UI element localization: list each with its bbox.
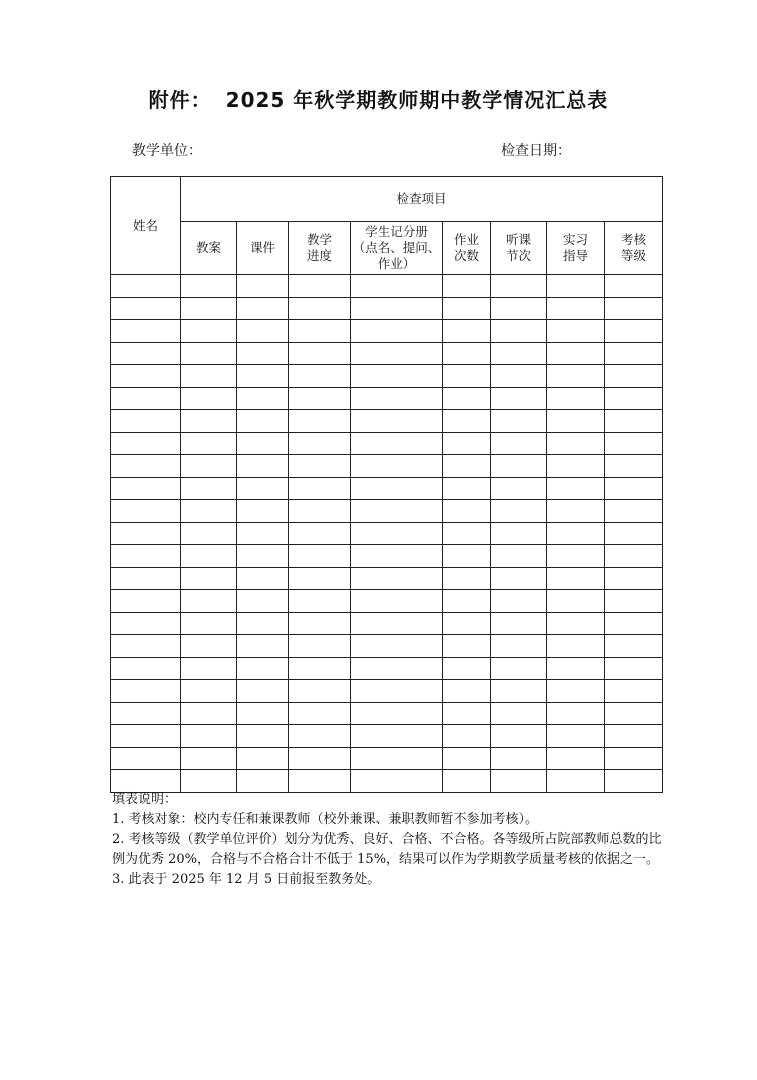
entry-cell[interactable]	[237, 455, 289, 478]
entry-cell[interactable]	[181, 770, 237, 793]
check-date-label: 检查日期：	[501, 143, 571, 159]
entry-cell[interactable]	[443, 500, 491, 523]
entry-cell[interactable]	[181, 342, 237, 365]
entry-cell[interactable]	[289, 680, 351, 703]
entry-cell[interactable]	[443, 702, 491, 725]
table-row	[111, 702, 663, 725]
entry-cell[interactable]	[491, 657, 547, 680]
name-cell[interactable]	[111, 275, 181, 298]
name-cell[interactable]	[111, 702, 181, 725]
entry-cell[interactable]	[181, 612, 237, 635]
entry-cell[interactable]	[181, 567, 237, 590]
entry-cell[interactable]	[289, 702, 351, 725]
entry-cell[interactable]	[605, 342, 663, 365]
entry-cell[interactable]	[237, 590, 289, 613]
entry-cell[interactable]	[491, 635, 547, 658]
name-cell[interactable]	[111, 747, 181, 770]
instruction-item-2: 2. 考核等级（教学单位评价）划分为优秀、良好、合格、不合格。各等级所占院部教师总数的比例为优秀 20%，合格与不合格合计不低于 15%，结果可以作为学期教学质量考核的依据之一。	[112, 832, 662, 867]
column-header-internship-guidance	[547, 222, 605, 275]
entry-cell[interactable]	[351, 365, 443, 388]
entry-cell[interactable]	[443, 680, 491, 703]
entry-cell[interactable]	[443, 432, 491, 455]
column-header-line: 教学	[306, 232, 332, 247]
name-cell[interactable]	[111, 657, 181, 680]
entry-cell[interactable]	[237, 635, 289, 658]
entry-cell[interactable]	[547, 275, 605, 298]
entry-cell[interactable]	[605, 365, 663, 388]
name-cell[interactable]	[111, 477, 181, 500]
entry-cell[interactable]	[237, 680, 289, 703]
entry-cell[interactable]	[443, 387, 491, 410]
entry-cell[interactable]	[547, 477, 605, 500]
entry-cell[interactable]	[605, 387, 663, 410]
entry-cell[interactable]	[289, 455, 351, 478]
table-row	[111, 680, 663, 703]
entry-cell[interactable]	[237, 342, 289, 365]
name-cell[interactable]	[111, 522, 181, 545]
entry-cell[interactable]	[237, 747, 289, 770]
column-header-teaching-progress	[289, 222, 351, 275]
entry-cell[interactable]	[351, 725, 443, 748]
entry-cell[interactable]	[547, 567, 605, 590]
entry-cell[interactable]	[351, 680, 443, 703]
column-header-assessment-grade	[605, 222, 663, 275]
entry-cell[interactable]	[237, 567, 289, 590]
entry-cell[interactable]	[181, 590, 237, 613]
entry-cell[interactable]	[237, 275, 289, 298]
entry-cell[interactable]	[605, 612, 663, 635]
filling-instructions	[112, 790, 672, 890]
table-row	[111, 410, 663, 433]
entry-cell[interactable]	[443, 590, 491, 613]
entry-cell[interactable]	[351, 522, 443, 545]
name-cell[interactable]	[111, 770, 181, 793]
entry-cell[interactable]	[443, 297, 491, 320]
name-cell[interactable]	[111, 612, 181, 635]
table-row	[111, 365, 663, 388]
entry-cell[interactable]	[491, 522, 547, 545]
entry-cell[interactable]	[547, 410, 605, 433]
entry-cell[interactable]	[237, 432, 289, 455]
entry-cell[interactable]	[181, 275, 237, 298]
entry-cell[interactable]	[181, 545, 237, 568]
entry-cell[interactable]	[289, 410, 351, 433]
entry-cell[interactable]	[605, 725, 663, 748]
title-main: 2025 年秋学期教师期中教学情况汇总表	[225, 88, 609, 112]
entry-cell[interactable]	[289, 635, 351, 658]
name-cell[interactable]	[111, 410, 181, 433]
entry-cell[interactable]	[605, 770, 663, 793]
entry-cell[interactable]	[491, 725, 547, 748]
entry-cell[interactable]	[491, 747, 547, 770]
entry-cell[interactable]	[491, 680, 547, 703]
entry-cell[interactable]	[443, 545, 491, 568]
entry-cell[interactable]	[237, 387, 289, 410]
entry-cell[interactable]	[181, 702, 237, 725]
table-row	[111, 477, 663, 500]
entry-cell[interactable]	[491, 770, 547, 793]
entry-cell[interactable]	[605, 500, 663, 523]
document-title	[0, 84, 757, 113]
entry-cell[interactable]	[443, 725, 491, 748]
entry-cell[interactable]	[491, 387, 547, 410]
entry-cell[interactable]	[289, 522, 351, 545]
entry-cell[interactable]	[491, 432, 547, 455]
entry-cell[interactable]	[491, 612, 547, 635]
column-header-line: 作业	[453, 232, 479, 247]
entry-cell[interactable]	[289, 432, 351, 455]
entry-cell[interactable]	[443, 342, 491, 365]
entry-cell[interactable]	[237, 545, 289, 568]
entry-cell[interactable]	[351, 275, 443, 298]
entry-cell[interactable]	[351, 500, 443, 523]
column-header-line: 作业）	[377, 256, 416, 271]
entry-cell[interactable]	[605, 410, 663, 433]
entry-cell[interactable]	[289, 612, 351, 635]
entry-cell[interactable]	[289, 320, 351, 343]
entry-cell[interactable]	[351, 702, 443, 725]
column-header-student-gradebook	[351, 222, 443, 275]
entry-cell[interactable]	[605, 522, 663, 545]
name-cell[interactable]	[111, 342, 181, 365]
column-header-line: 指导	[562, 248, 588, 263]
table-row	[111, 387, 663, 410]
summary-table	[110, 176, 663, 793]
entry-cell[interactable]	[491, 297, 547, 320]
entry-cell[interactable]	[605, 455, 663, 478]
entry-cell[interactable]	[351, 342, 443, 365]
table-row	[111, 770, 663, 793]
entry-cell[interactable]	[181, 297, 237, 320]
instruction-item-1: 1. 考核对象：校内专任和兼课教师（校外兼课、兼职教师暂不参加考核）。	[112, 812, 539, 827]
table-row	[111, 725, 663, 748]
entry-cell[interactable]	[289, 500, 351, 523]
entry-cell[interactable]	[443, 612, 491, 635]
column-header-line: 课件	[249, 240, 275, 255]
entry-cell[interactable]	[351, 320, 443, 343]
entry-cell[interactable]	[289, 657, 351, 680]
entry-cell[interactable]	[443, 455, 491, 478]
column-header-line: 学生记分册	[365, 224, 428, 239]
entry-cell[interactable]	[289, 590, 351, 613]
entry-cell[interactable]	[351, 747, 443, 770]
entry-cell[interactable]	[443, 320, 491, 343]
entry-cell[interactable]	[443, 275, 491, 298]
entry-cell[interactable]	[181, 320, 237, 343]
entry-cell[interactable]	[289, 545, 351, 568]
column-header-line: 次数	[453, 248, 479, 263]
table-row	[111, 657, 663, 680]
entry-cell[interactable]	[547, 612, 605, 635]
entry-cell[interactable]	[605, 702, 663, 725]
entry-cell[interactable]	[605, 567, 663, 590]
entry-cell[interactable]	[547, 342, 605, 365]
name-cell[interactable]	[111, 725, 181, 748]
name-cell[interactable]	[111, 635, 181, 658]
teaching-unit-label: 教学单位：	[132, 143, 202, 159]
name-cell[interactable]	[111, 365, 181, 388]
name-cell[interactable]	[111, 500, 181, 523]
entry-cell[interactable]	[443, 410, 491, 433]
entry-cell[interactable]	[605, 297, 663, 320]
table-row	[111, 275, 663, 298]
entry-cell[interactable]	[237, 702, 289, 725]
entry-cell[interactable]	[237, 657, 289, 680]
entry-cell[interactable]	[491, 320, 547, 343]
name-cell[interactable]	[111, 297, 181, 320]
entry-cell[interactable]	[491, 342, 547, 365]
entry-cell[interactable]	[547, 320, 605, 343]
entry-cell[interactable]	[491, 410, 547, 433]
entry-cell[interactable]	[237, 297, 289, 320]
table-row	[111, 545, 663, 568]
entry-cell[interactable]	[351, 545, 443, 568]
inspection-items-header: 检查项目	[181, 177, 663, 222]
entry-cell[interactable]	[289, 275, 351, 298]
entry-cell[interactable]	[237, 500, 289, 523]
entry-cell[interactable]	[605, 477, 663, 500]
name-cell[interactable]	[111, 545, 181, 568]
entry-cell[interactable]	[181, 747, 237, 770]
entry-cell[interactable]	[605, 680, 663, 703]
entry-cell[interactable]	[351, 455, 443, 478]
entry-cell[interactable]	[443, 365, 491, 388]
entry-cell[interactable]	[547, 680, 605, 703]
name-cell[interactable]	[111, 320, 181, 343]
entry-cell[interactable]	[547, 635, 605, 658]
entry-cell[interactable]	[237, 770, 289, 793]
entry-cell[interactable]	[547, 702, 605, 725]
entry-cell[interactable]	[547, 545, 605, 568]
entry-cell[interactable]	[351, 590, 443, 613]
entry-cell[interactable]	[547, 657, 605, 680]
entry-cell[interactable]	[181, 680, 237, 703]
entry-cell[interactable]	[289, 387, 351, 410]
entry-cell[interactable]	[289, 747, 351, 770]
entry-cell[interactable]	[605, 747, 663, 770]
table-row	[111, 432, 663, 455]
column-header-line: 听课	[505, 232, 531, 247]
entry-cell[interactable]	[181, 522, 237, 545]
column-header-line: 进度	[306, 248, 332, 263]
table-row	[111, 500, 663, 523]
entry-cell[interactable]	[289, 342, 351, 365]
table-row	[111, 612, 663, 635]
table-row	[111, 747, 663, 770]
entry-cell[interactable]	[237, 410, 289, 433]
entry-cell[interactable]	[443, 770, 491, 793]
table-row	[111, 297, 663, 320]
entry-cell[interactable]	[491, 702, 547, 725]
entry-cell[interactable]	[289, 297, 351, 320]
entry-cell[interactable]	[547, 770, 605, 793]
instruction-item-3: 3. 此表于 2025 年 12 月 5 日前报至教务处。	[112, 872, 381, 887]
entry-cell[interactable]	[351, 432, 443, 455]
entry-cell[interactable]	[181, 725, 237, 748]
entry-cell[interactable]	[289, 365, 351, 388]
entry-cell[interactable]	[443, 477, 491, 500]
entry-cell[interactable]	[181, 500, 237, 523]
column-header-courseware	[237, 222, 289, 275]
column-header-homework-count	[443, 222, 491, 275]
column-header-observed-classes	[491, 222, 547, 275]
entry-cell[interactable]	[181, 432, 237, 455]
entry-cell[interactable]	[547, 725, 605, 748]
entry-cell[interactable]	[491, 500, 547, 523]
entry-cell[interactable]	[351, 387, 443, 410]
entry-cell[interactable]	[491, 365, 547, 388]
entry-cell[interactable]	[289, 770, 351, 793]
entry-cell[interactable]	[491, 455, 547, 478]
entry-cell[interactable]	[351, 770, 443, 793]
entry-cell[interactable]	[491, 590, 547, 613]
name-cell[interactable]	[111, 432, 181, 455]
entry-cell[interactable]	[547, 747, 605, 770]
entry-cell[interactable]	[237, 725, 289, 748]
entry-cell[interactable]	[351, 297, 443, 320]
entry-cell[interactable]	[237, 477, 289, 500]
entry-cell[interactable]	[443, 657, 491, 680]
column-header-line: 节次	[505, 248, 531, 263]
entry-cell[interactable]	[351, 612, 443, 635]
entry-cell[interactable]	[181, 477, 237, 500]
entry-cell[interactable]	[443, 567, 491, 590]
entry-cell[interactable]	[289, 477, 351, 500]
entry-cell[interactable]	[605, 635, 663, 658]
entry-cell[interactable]	[181, 365, 237, 388]
title-prefix: 附件：	[148, 88, 212, 112]
entry-cell[interactable]	[181, 410, 237, 433]
name-cell[interactable]	[111, 387, 181, 410]
entry-cell[interactable]	[547, 387, 605, 410]
entry-cell[interactable]	[351, 657, 443, 680]
column-header-line: 教案	[195, 240, 221, 255]
entry-cell[interactable]	[491, 567, 547, 590]
entry-cell[interactable]	[605, 590, 663, 613]
entry-cell[interactable]	[289, 567, 351, 590]
entry-cell[interactable]	[547, 432, 605, 455]
entry-cell[interactable]	[351, 567, 443, 590]
entry-cell[interactable]	[605, 545, 663, 568]
table-row	[111, 320, 663, 343]
column-header-line: 考核	[621, 232, 647, 247]
entry-cell[interactable]	[443, 747, 491, 770]
entry-cell[interactable]	[181, 455, 237, 478]
entry-cell[interactable]	[547, 500, 605, 523]
entry-cell[interactable]	[547, 297, 605, 320]
entry-cell[interactable]	[491, 545, 547, 568]
name-column-header: 姓名	[111, 177, 181, 275]
entry-cell[interactable]	[605, 657, 663, 680]
entry-cell[interactable]	[605, 432, 663, 455]
entry-cell[interactable]	[237, 365, 289, 388]
entry-cell[interactable]	[443, 522, 491, 545]
name-cell[interactable]	[111, 455, 181, 478]
table-row	[111, 635, 663, 658]
name-cell[interactable]	[111, 567, 181, 590]
entry-cell[interactable]	[181, 635, 237, 658]
name-cell[interactable]	[111, 680, 181, 703]
column-header-line: （点名、提问、	[352, 240, 441, 255]
entry-cell[interactable]	[181, 387, 237, 410]
entry-cell[interactable]	[491, 477, 547, 500]
entry-cell[interactable]	[181, 657, 237, 680]
entry-cell[interactable]	[547, 365, 605, 388]
entry-cell[interactable]	[547, 590, 605, 613]
entry-cell[interactable]	[237, 320, 289, 343]
table-row	[111, 455, 663, 478]
entry-cell[interactable]	[351, 635, 443, 658]
column-header-line: 实习	[562, 232, 588, 247]
entry-cell[interactable]	[237, 612, 289, 635]
entry-cell[interactable]	[351, 410, 443, 433]
entry-cell[interactable]	[605, 275, 663, 298]
name-cell[interactable]	[111, 590, 181, 613]
table-row	[111, 342, 663, 365]
table-row	[111, 567, 663, 590]
instructions-heading: 填表说明：	[112, 792, 178, 807]
entry-cell[interactable]	[605, 320, 663, 343]
entry-cell[interactable]	[491, 275, 547, 298]
column-header-lesson-plan	[181, 222, 237, 275]
entry-cell[interactable]	[547, 455, 605, 478]
entry-cell[interactable]	[547, 522, 605, 545]
table-row	[111, 522, 663, 545]
column-header-line: 等级	[621, 248, 647, 263]
entry-cell[interactable]	[237, 522, 289, 545]
table-row	[111, 590, 663, 613]
entry-cell[interactable]	[289, 725, 351, 748]
entry-cell[interactable]	[443, 635, 491, 658]
entry-cell[interactable]	[351, 477, 443, 500]
